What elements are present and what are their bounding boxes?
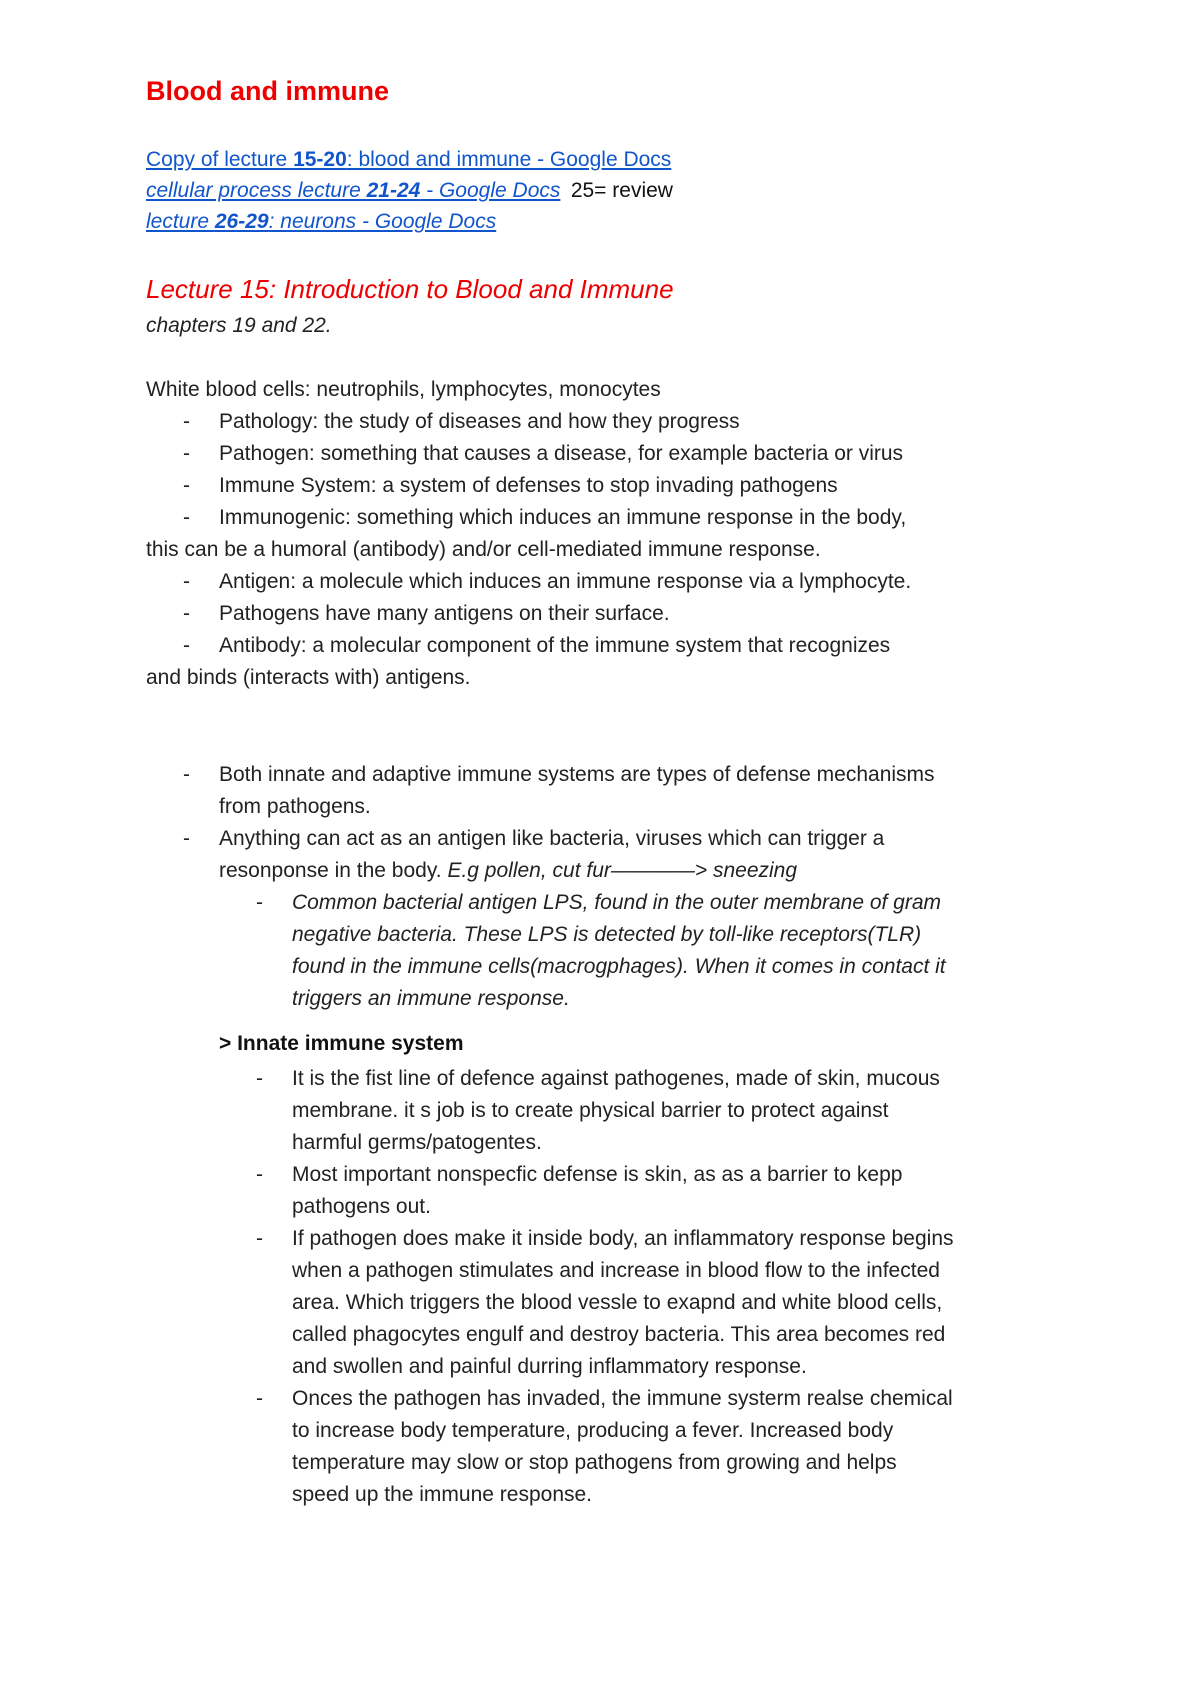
bullet-dash: - [183,827,190,850]
bullet-dash: - [183,442,190,465]
innate-bullet-skin: Most important nonspecfic defense is skin, as as a barrier to kepp pathogens out. [292,1163,903,1218]
bullet-dash: - [256,1387,263,1410]
bullet-dash: - [183,763,190,786]
bullet-immune-system: Immune System: a system of defenses to stop invading pathogens [219,474,838,497]
innate-bullet-inflammation: If pathogen does make it inside body, an inflammatory response begins when a pathogen stimulates and increase in blood flow to the infected area. Which triggers the blood vessle to exapnd and white blood cells, called phagocytes engulf and destroy bacteria. This area becomes red and swollen and painful durring inflammatory response. [292,1227,954,1378]
innate-bullet-fever: Onces the pathogen has invaded, the immune systerm realse chemical to increase body temperature, producing a fever. Increased body temperature may slow or stop pathogens from growing and helps speed up the immune response. [292,1387,953,1506]
immunogenic-continuation: this can be a humoral (antibody) and/or cell-mediated immune response. [146,538,821,561]
bullet-immunogenic: Immunogenic: something which induces an immune response in the body, [219,506,907,529]
bullet-pathogens-antigens: Pathogens have many antigens on their surface. [219,602,670,625]
bullet-dash: - [256,1227,263,1250]
bullet-dash: - [183,410,190,433]
lecture-21-24-link[interactable]: cellular process lecture 21-24 - Google Docs [146,179,561,202]
bullet-dash: - [183,570,190,593]
bullet-dash: - [256,1067,263,1090]
bullet-antigen-examples: Anything can act as an antigen like bacteria, viruses which can trigger a resonponse in the body. E.g pollen, cut fur————> sneezing [219,827,885,882]
bullet-dash: - [256,891,263,914]
bullet-dash: - [183,506,190,529]
bullet-pathology: Pathology: the study of diseases and how they progress [219,410,740,433]
bullet-pathogen: Pathogen: something that causes a disease, for example bacteria or virus [219,442,904,465]
review-note: 25= review [570,179,673,202]
lecture-15-20-link[interactable]: Copy of lecture 15-20: blood and immune - Google Docs [146,148,672,171]
innate-immune-heading: > Innate immune system [219,1032,464,1055]
link-row-3 [146,210,496,234]
lps-note: Common bacterial antigen LPS, found in the outer membrane of gram negative bacteria. These LPS is detected by toll-like receptors(TLR) found in the immune cells(macrogphages). When it comes in contact it triggers an immune response. [292,891,946,1010]
link-row-1 [146,148,671,172]
chapters-note: chapters 19 and 22. [146,314,332,337]
lecture-26-29-link[interactable]: lecture 26-29: neurons - Google Docs [146,210,497,233]
bullet-dash: - [183,474,190,497]
white-blood-cells-line: White blood cells: neutrophils, lymphocytes, monocytes [146,378,661,401]
bullet-innate-adaptive: Both innate and adaptive immune systems are types of defense mechanisms from pathogens. [219,763,935,818]
bullet-dash: - [183,634,190,657]
page-title: Blood and immune [146,76,389,106]
bullet-dash: - [183,602,190,625]
innate-bullet-first-line: It is the fist line of defence against pathogenes, made of skin, mucous membrane. it s job is to create physical barrier to protect against harmful germs/patogentes. [292,1067,940,1154]
lecture-heading: Lecture 15: Introduction to Blood and Immune [146,274,674,304]
bullet-antigen: Antigen: a molecule which induces an immune response via a lymphocyte. [219,570,912,593]
bullet-antibody: Antibody: a molecular component of the immune system that recognizes [219,634,891,657]
bullet-dash: - [256,1163,263,1186]
antibody-continuation: and binds (interacts with) antigens. [146,666,471,689]
link-row-2 [146,179,673,203]
